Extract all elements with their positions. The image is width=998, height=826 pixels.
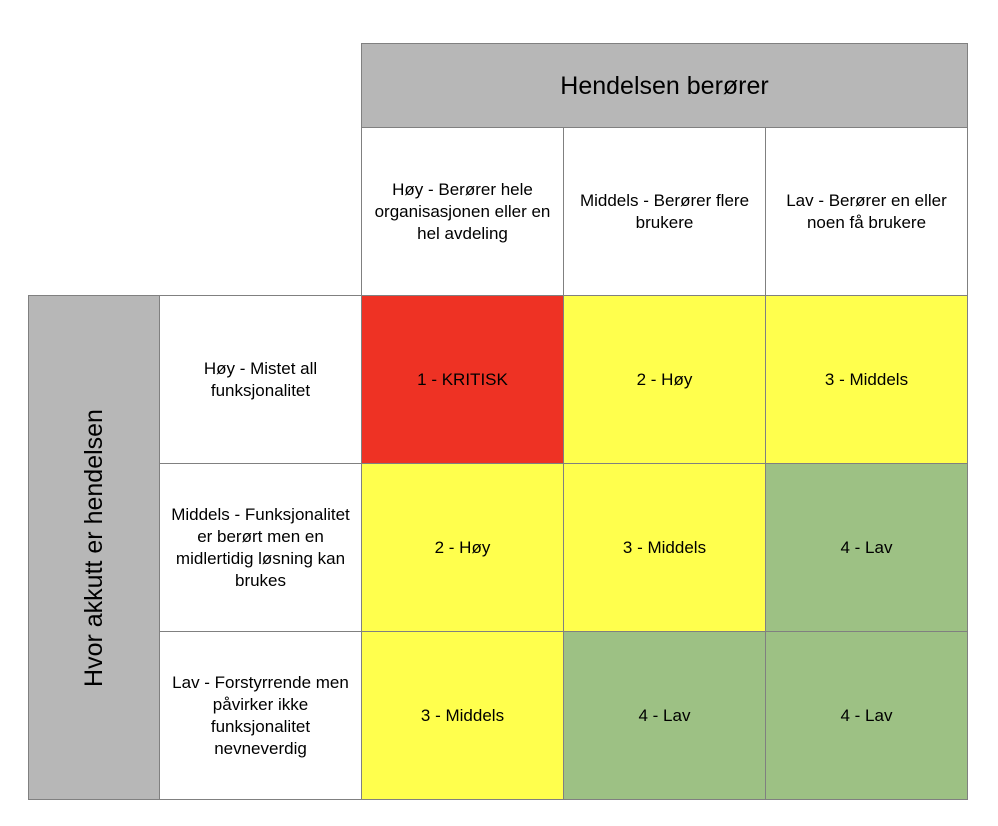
priority-cell xyxy=(361,631,564,800)
column-header-high xyxy=(361,127,564,296)
priority-cell xyxy=(765,631,968,800)
priority-cell xyxy=(563,463,766,632)
column-header-low xyxy=(765,127,968,296)
priority-label: 3 - Middels xyxy=(622,537,707,557)
column-group-header xyxy=(361,43,968,128)
priority-label: 3 - Middels xyxy=(824,369,909,389)
priority-cell xyxy=(765,295,968,464)
column-group-title: Hendelsen berører xyxy=(560,71,769,100)
row-group-title: Hvor akkutt er hendelsen xyxy=(80,408,108,687)
priority-cell xyxy=(563,295,766,464)
column-header-label: Middels - Berører flere brukere xyxy=(579,190,750,232)
priority-cell xyxy=(361,463,564,632)
column-header-label: Lav - Berører en eller noen få brukere xyxy=(786,190,947,232)
column-header-medium xyxy=(563,127,766,296)
priority-label: 1 - KRITISK xyxy=(417,369,508,389)
priority-label: 2 - Høy xyxy=(434,537,491,557)
row-header-low xyxy=(159,631,362,800)
row-header-medium xyxy=(159,463,362,632)
row-header-label: Lav - Forstyrrende men påvirker ikke funksjonalitet nevneverdig xyxy=(172,672,349,758)
priority-label: 4 - Lav xyxy=(638,705,691,725)
row-header-label: Middels - Funksjonalitet er berørt men en midlertidig løsning kan brukes xyxy=(171,504,350,590)
priority-label: 4 - Lav xyxy=(840,705,893,725)
priority-label: 3 - Middels xyxy=(420,705,505,725)
row-header-label: Høy - Mistet all funksjonalitet xyxy=(203,358,318,400)
priority-label: 4 - Lav xyxy=(840,537,893,557)
column-header-label: Høy - Berører hele organisasjonen eller en hel avdeling xyxy=(374,179,551,243)
row-group-header xyxy=(28,295,160,800)
priority-cell xyxy=(765,463,968,632)
priority-cell xyxy=(563,631,766,800)
priority-cell xyxy=(361,295,564,464)
row-header-high xyxy=(159,295,362,464)
priority-label: 2 - Høy xyxy=(636,369,693,389)
